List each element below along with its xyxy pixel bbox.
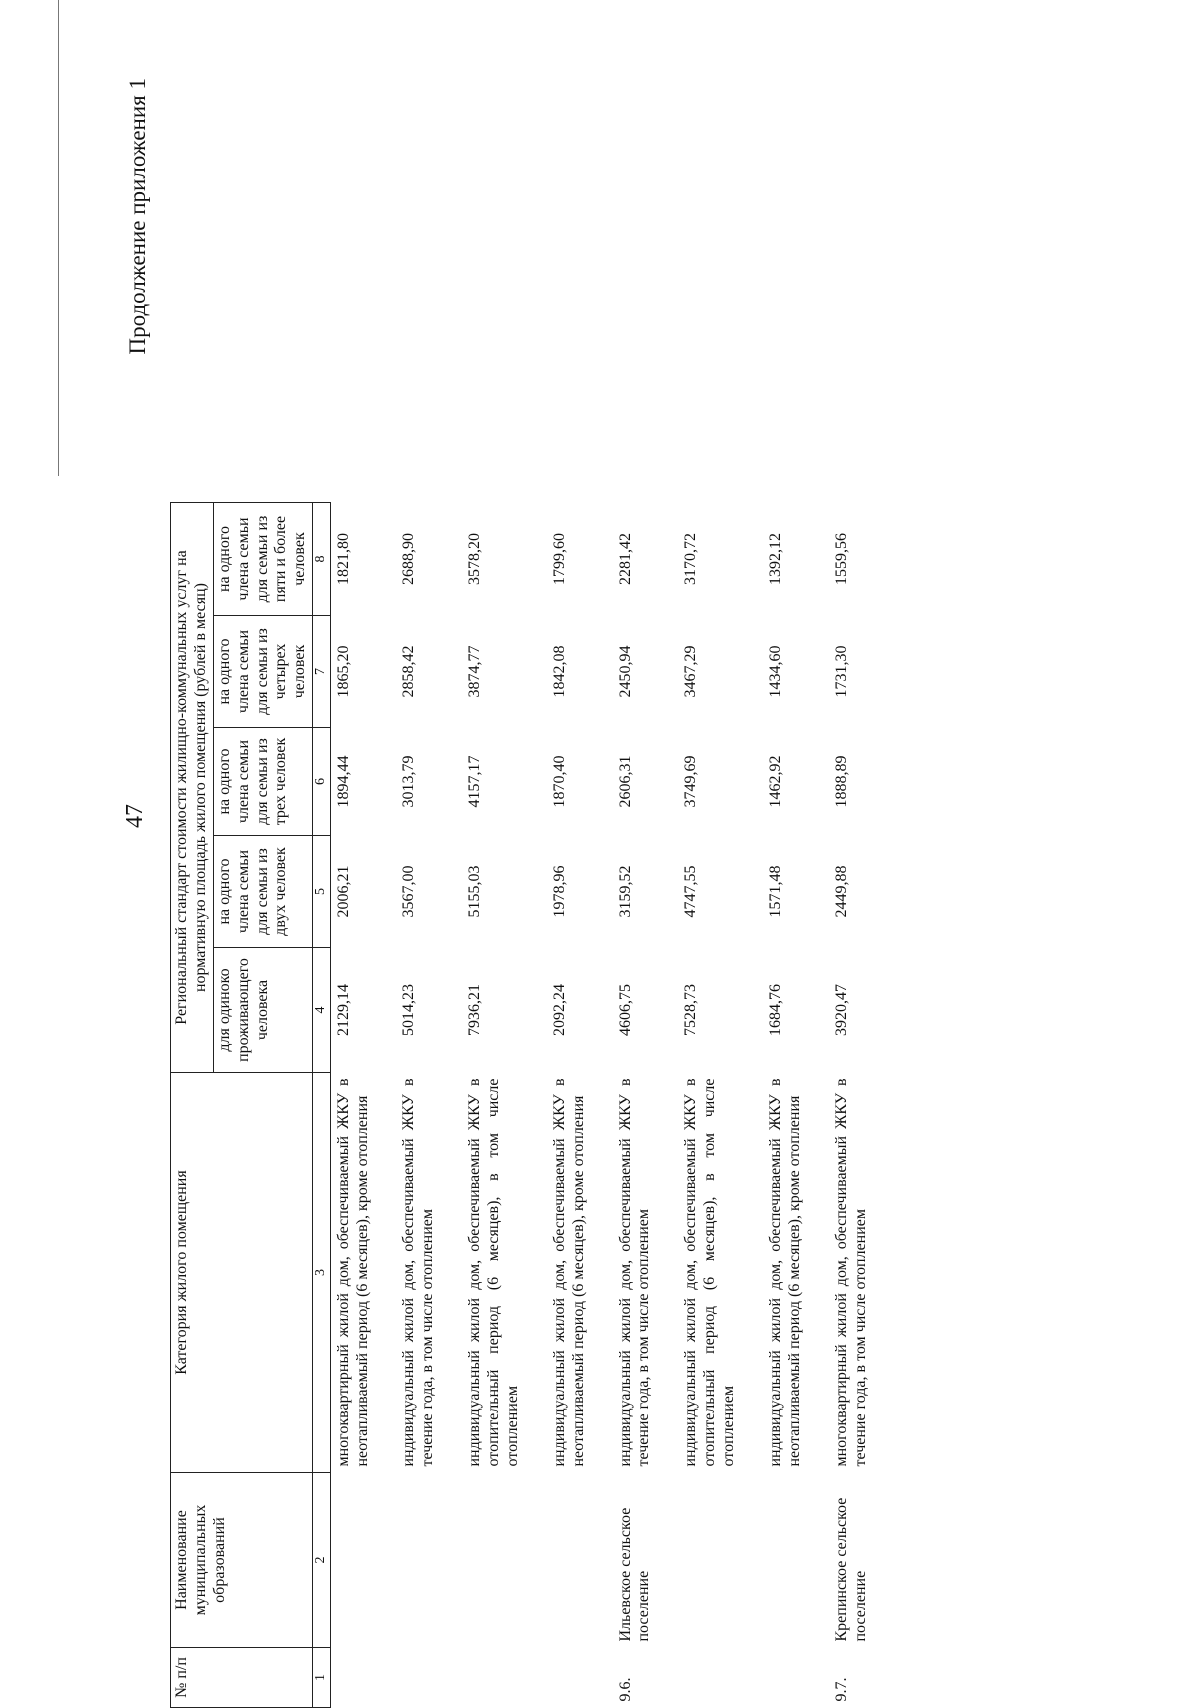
row-value-family-3: 3749,69 <box>682 755 700 808</box>
row-value-family-2: 5155,03 <box>466 865 484 918</box>
header-regional-standard: Региональный стандарт стоимости жилищно-коммунальных услуг на нормативную площадь жилого помещения (рублей в месяц) <box>171 503 214 1073</box>
row-value-family-2: 2006,21 <box>334 865 352 918</box>
page-number: 47 <box>122 804 148 828</box>
table-row <box>829 503 895 1708</box>
row-value-family-2: 4747,55 <box>682 865 700 918</box>
row-value-family-2: 1978,96 <box>550 865 568 918</box>
row-value-family-2: 3159,52 <box>616 865 634 918</box>
row-number <box>547 1648 613 1708</box>
row-value-single: 4606,75 <box>616 984 634 1036</box>
column-numbers-row <box>313 503 331 1708</box>
row-value-family-5: 1821,80 <box>334 533 352 585</box>
row-value-family-5: 3170,72 <box>682 533 700 585</box>
row-value-family-4: 1434,60 <box>766 645 784 698</box>
col-number: 5 <box>313 836 331 948</box>
row-value-family-3: 1870,40 <box>550 755 568 808</box>
row-value-family-3: 1462,92 <box>766 755 784 808</box>
row-value-family-4: 2858,42 <box>400 645 418 698</box>
row-category: индивидуальный жилой дом, обеспечиваемый ЖКУ в течение года, в том числе отоплением <box>400 1078 437 1467</box>
table-row <box>613 503 679 1708</box>
table-row <box>396 503 462 1708</box>
header-family-2: на одного члена семьи для семьи из двух человек <box>213 836 312 948</box>
header-category: Категория жилого помещения <box>171 1073 313 1473</box>
row-value-family-2: 1571,48 <box>766 865 784 918</box>
header-family-3: на одного члена семьи для семьи из трех человек <box>213 728 312 836</box>
col-number: 3 <box>313 1073 331 1473</box>
row-value-family-3: 1894,44 <box>334 755 352 808</box>
row-value-single: 1684,76 <box>766 984 784 1036</box>
row-value-single: 3920,47 <box>832 984 850 1036</box>
row-value-family-5: 1799,60 <box>550 533 568 585</box>
header-no: № п/п <box>171 1648 313 1708</box>
row-value-family-4: 1731,30 <box>832 645 850 698</box>
row-municipality: Ильевское сельское поселение <box>616 1507 653 1642</box>
row-value-family-3: 4157,17 <box>466 755 484 808</box>
row-number <box>678 1648 763 1708</box>
table-row <box>763 503 829 1708</box>
table-row <box>547 503 613 1708</box>
row-municipality <box>763 1473 829 1648</box>
row-number <box>396 1648 462 1708</box>
tariff-table <box>170 502 894 1708</box>
row-number <box>330 1648 396 1708</box>
row-value-family-2: 2449,88 <box>832 865 850 918</box>
row-value-single: 7528,73 <box>682 984 700 1036</box>
header-row-1 <box>171 503 214 1708</box>
row-value-family-5: 1559,56 <box>832 533 850 585</box>
row-value-family-3: 2606,31 <box>616 755 634 808</box>
header-single: для одиноко проживающего человека <box>213 948 312 1073</box>
row-category: многоквартирный жилой дом, обеспечиваемый ЖКУ в течение года, в том числе отоплением <box>832 1078 869 1467</box>
row-value-single: 5014,23 <box>400 984 418 1036</box>
row-municipality <box>547 1473 613 1648</box>
row-category: многоквартирный жилой дом, обеспечиваемый ЖКУ в неотапливаемый период (6 месяцев), кроме отопления <box>334 1078 371 1467</box>
col-number: 8 <box>313 503 331 616</box>
row-value-family-4: 3467,29 <box>682 645 700 698</box>
col-number: 4 <box>313 948 331 1073</box>
table-row <box>678 503 763 1708</box>
table-row <box>462 503 547 1708</box>
row-category: индивидуальный жилой дом, обеспечиваемый ЖКУ в неотапливаемый период (6 месяцев), кроме отопления <box>766 1078 803 1467</box>
table-row <box>330 503 396 1708</box>
row-number: 9.6. <box>616 1677 634 1702</box>
row-category: индивидуальный жилой дом, обеспечиваемый ЖКУ в неотапливаемый период (6 месяцев), кроме отопления <box>550 1078 587 1467</box>
header-family-4: на одного члена семьи для семьи из четырех человек <box>213 616 312 728</box>
header-municipality: Наименование муниципальных образований <box>171 1473 313 1648</box>
col-number: 2 <box>313 1473 331 1648</box>
row-value-family-5: 1392,12 <box>766 533 784 585</box>
row-value-single: 2092,24 <box>550 984 568 1036</box>
row-category: индивидуальный жилой дом, обеспечиваемый ЖКУ в течение года, в том числе отоплением <box>616 1078 653 1467</box>
row-value-family-4: 2450,94 <box>616 645 634 698</box>
continuation-caption: Продолжение приложения 1 <box>125 78 150 355</box>
header-family-5: на одного члена семьи для семьи из пяти и более человек <box>213 503 312 616</box>
row-municipality <box>678 1473 763 1648</box>
row-category: индивидуальный жилой дом, обеспечиваемый ЖКУ в отопительный период (6 месяцев), в том числе отоплением <box>466 1078 521 1467</box>
row-municipality <box>396 1473 462 1648</box>
row-value-family-5: 2281,42 <box>616 533 634 585</box>
row-value-single: 7936,21 <box>466 984 484 1036</box>
row-municipality <box>462 1473 547 1648</box>
row-value-family-4: 1865,20 <box>334 645 352 698</box>
scan-edge-line <box>58 0 59 476</box>
row-number <box>763 1648 829 1708</box>
row-number: 9.7. <box>832 1677 850 1702</box>
row-value-family-4: 1842,08 <box>550 645 568 698</box>
col-number: 7 <box>313 616 331 728</box>
row-number <box>462 1648 547 1708</box>
row-municipality: Крепинское сельское поселение <box>832 1497 869 1642</box>
row-value-family-2: 3567,00 <box>400 865 418 918</box>
row-value-family-5: 3578,20 <box>466 533 484 585</box>
col-number: 1 <box>313 1648 331 1708</box>
row-value-family-3: 3013,79 <box>400 755 418 808</box>
row-value-family-4: 3874,77 <box>466 645 484 698</box>
row-municipality <box>330 1473 396 1648</box>
row-value-family-5: 2688,90 <box>400 533 418 585</box>
row-value-family-3: 1888,89 <box>832 755 850 808</box>
col-number: 6 <box>313 728 331 836</box>
row-category: индивидуальный жилой дом, обеспечиваемый ЖКУ в отопительный период (6 месяцев), в том числе отоплением <box>682 1078 738 1467</box>
row-value-single: 2129,14 <box>334 984 352 1036</box>
